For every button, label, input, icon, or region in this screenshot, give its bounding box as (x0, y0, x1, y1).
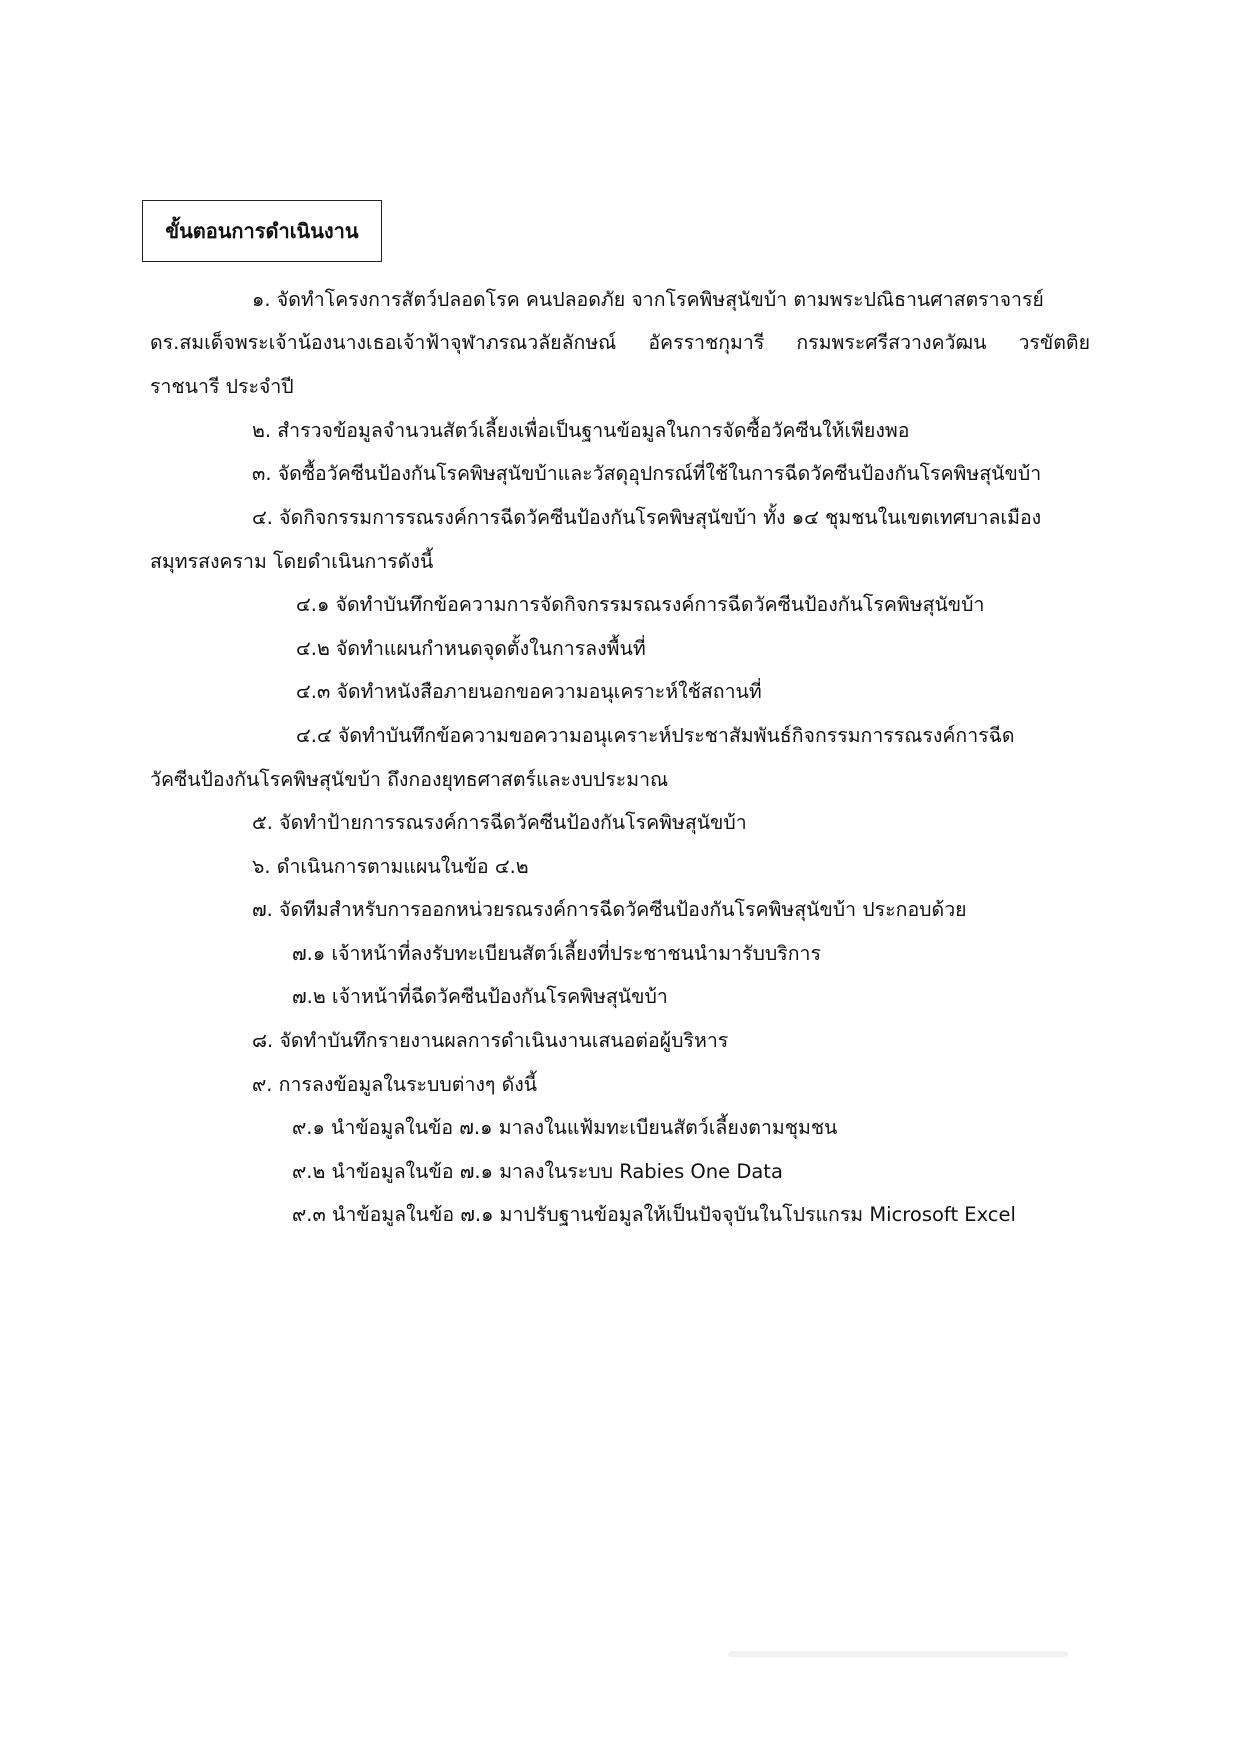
step-4-2: ๔.๒ จัดทำแผนกำหนดจุดตั้งในการลงพื้นที่ (296, 637, 646, 660)
step-6: ๖. ดำเนินการตามแผนในข้อ ๔.๒ (252, 855, 529, 878)
step-9: ๙. การลงข้อมูลในระบบต่างๆ ดังนี้ (252, 1073, 538, 1096)
step-9-2: ๙.๒ นำข้อมูลในข้อ ๗.๑ มาลงในระบบ Rabies One Data (292, 1160, 783, 1183)
step-4-1: ๔.๑ จัดทำบันทึกข้อความการจัดกิจกรรมรณรงค์การฉีดวัคซีนป้องกันโรคพิษสุนัขบ้า (296, 593, 985, 616)
step-3: ๓. จัดซื้อวัคซีนป้องกันโรคพิษสุนัขบ้าและวัสดุอุปกรณ์ที่ใช้ในการฉีดวัคซีนป้องกันโรคพิษสุนัขบ้า (252, 462, 1042, 485)
step-4-line-1: ๔. จัดกิจกรรมการรณรงค์การฉีดวัคซีนป้องกันโรคพิษสุนัขบ้า ทั้ง ๑๔ ชุมชนในเขตเทศบาลเมือง (252, 506, 1042, 529)
step-1-line-3: ราชนารี ประจำปี (150, 375, 294, 398)
step-9-1: ๙.๑ นำข้อมูลในข้อ ๗.๑ มาลงในแฟ้มทะเบียนสัตว์เลี้ยงตามชุมชน (292, 1116, 838, 1139)
step-4-3: ๔.๓ จัดทำหนังสือภายนอกขอความอนุเคราะห์ใช้สถานที่ (296, 680, 762, 703)
step-4-4-line-2: วัคซีนป้องกันโรคพิษสุนัขบ้า ถึงกองยุทธศาสตร์และงบประมาณ (150, 768, 669, 791)
step-8: ๘. จัดทำบันทึกรายงานผลการดำเนินงานเสนอต่อผู้บริหาร (252, 1029, 729, 1052)
step-1-line-2: ดร.สมเด็จพระเจ้าน้องนางเธอเจ้าฟ้าจุฬาภรณวลัยลักษณ์ อัครราชกุมารี กรมพระศรีสวางควัฒน วรขัตติย (150, 331, 1090, 354)
step-5: ๕. จัดทำป้ายการรณรงค์การฉีดวัคซีนป้องกันโรคพิษสุนัขบ้า (252, 811, 747, 834)
section-heading (142, 200, 382, 262)
step-9-3: ๙.๓ นำข้อมูลในข้อ ๗.๑ มาปรับฐานข้อมูลให้เป็นปัจจุบันในโปรแกรม Microsoft Excel (292, 1203, 1016, 1226)
section-heading-text: ขั้นตอนการดำเนินงาน (165, 219, 359, 243)
step-2: ๒. สำรวจข้อมูลจำนวนสัตว์เลี้ยงเพื่อเป็นฐานข้อมูลในการจัดซื้อวัคซีนให้เพียงพอ (252, 419, 910, 442)
step-4-line-2: สมุทรสงคราม โดยดำเนินการดังนี้ (150, 550, 434, 573)
step-7-2: ๗.๒ เจ้าหน้าที่ฉีดวัคซีนป้องกันโรคพิษสุนัขบ้า (292, 985, 668, 1008)
faint-watermark-mark (728, 1645, 1088, 1665)
step-1-line-1: ๑. จัดทำโครงการสัตว์ปลอดโรค คนปลอดภัย จากโรคพิษสุนัขบ้า ตามพระปณิธานศาสตราจารย์ (252, 288, 1044, 311)
step-7: ๗. จัดทีมสำหรับการออกหน่วยรณรงค์การฉีดวัคซีนป้องกันโรคพิษสุนัขบ้า ประกอบด้วย (252, 898, 967, 921)
step-4-4-line-1: ๔.๔ จัดทำบันทึกข้อความขอความอนุเคราะห์ประชาสัมพันธ์กิจกรรมการรณรงค์การฉีด (296, 724, 1015, 747)
step-7-1: ๗.๑ เจ้าหน้าที่ลงรับทะเบียนสัตว์เลี้ยงที่ประชาชนนำมารับบริการ (292, 942, 821, 965)
